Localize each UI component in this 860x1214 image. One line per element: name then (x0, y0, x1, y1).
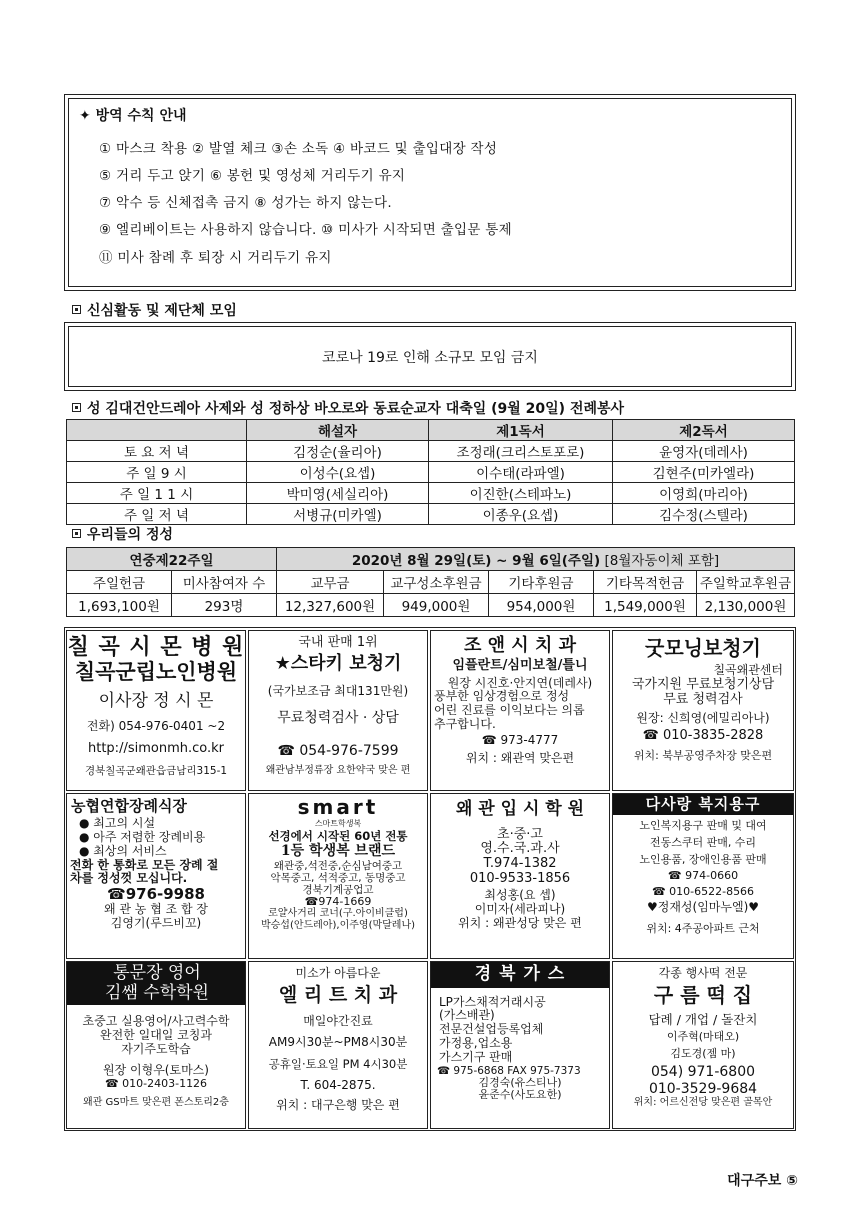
ad-text: 스마트학생복 (314, 819, 362, 828)
ad-text: ☎ 974-0660 (667, 869, 739, 883)
table-header-cell (67, 420, 247, 441)
ad-text: 공휴일·토요일 PM 4시30분 (268, 1057, 408, 1072)
ad-smart-uniform (248, 793, 428, 959)
ad-text: 차를 정성껏 모십니다. (70, 871, 188, 886)
table-row (67, 594, 795, 617)
table-cell: 주 일 1 1 시 (67, 483, 247, 504)
ad-text: 김도경(젬 마) (670, 1046, 736, 1060)
ad-dasarang-welfare (612, 793, 794, 959)
ad-text: 위치: 북부공영주차장 맞은편 (633, 749, 773, 763)
table-row (67, 504, 795, 525)
groups-heading: 신심활동 및 제단체 모임 (72, 300, 237, 320)
ad-title: 통문장 영어 (113, 963, 201, 983)
covid-rule-line: ⑨ 엘리베이트는 사용하지 않습니다. ⑩ 미사가 시작되면 출입문 통제 (99, 222, 512, 238)
offering-heading: 우리들의 정성 (72, 524, 173, 544)
table-cell: 이영희(마리아) (613, 483, 795, 504)
table-row (67, 462, 795, 483)
ad-text: 추구합니다. (434, 717, 496, 732)
ad-text: 전문건설업등록업체 (439, 1022, 544, 1037)
ad-text: (가스배관) (439, 1008, 495, 1023)
table-cell: 1,549,000원 (594, 594, 697, 617)
ad-goodmorning-hearing (612, 630, 794, 791)
ad-text: 이사장 정 시 몬 (98, 691, 214, 712)
ad-text: 완전한 일대일 코칭과 (100, 1027, 212, 1042)
ad-text: 김경숙(유스티나) (478, 1075, 562, 1089)
groups-notice-text: 코로나 19로 인해 소규모 모임 금지 (322, 350, 538, 366)
ad-text: 국내 판매 1위 (298, 635, 378, 650)
ad-text: 로얄사거리 코너(구.아이비클럽) (268, 908, 408, 920)
ad-text: ☎ 054-976-7599 (277, 742, 399, 759)
ad-text: 악목중고, 석적중고, 동명중고 (270, 871, 406, 884)
ad-starkey-hearing (248, 630, 428, 791)
table-header-row (67, 548, 795, 571)
ad-waegwan-academy (430, 793, 610, 959)
ad-text: ● 최고의 시설 (79, 816, 156, 831)
table-header-cell: 주일학교후원금 (697, 571, 795, 594)
table-cell: 2,130,000원 (697, 594, 795, 617)
ad-text: 노인용품, 장애인용품 판매 (639, 852, 767, 866)
ad-text: 초·중·고 (497, 826, 543, 842)
ad-text: 영.수.국.과.사 (480, 841, 560, 857)
ad-text: 원장: 신희영(에밀리아나) (636, 710, 770, 725)
ad-kimssam-academy (66, 961, 246, 1129)
offering-week-cell: 연중제22주일 (67, 548, 277, 571)
ad-text: 답례 / 개업 / 돌잔치 (648, 1011, 758, 1027)
ad-text: 자기주도학습 (121, 1041, 191, 1056)
ad-text: 경북칠곡군왜관읍금남리315-1 (84, 764, 228, 777)
table-cell: 이진한(스테파노) (429, 483, 613, 504)
table-cell: 949,000원 (384, 594, 489, 617)
square-bullet-icon (72, 403, 81, 412)
ad-text: 무료 청력검사 (663, 691, 743, 707)
table-cell: 조정래(크리스토포로) (429, 441, 613, 462)
ad-text: 각종 행사떡 전문 (658, 966, 748, 980)
ad-text: 가스기구 판매 (439, 1049, 513, 1064)
ad-text: http://simonmh.co.kr (88, 740, 224, 756)
ad-gureum-rice-cake (612, 961, 794, 1129)
square-bullet-icon (72, 305, 81, 314)
ad-text: T.974-1382 (483, 856, 557, 872)
ad-text: 010-9533-1856 (469, 871, 571, 887)
ad-simon-hospital (66, 630, 246, 791)
ad-text: 위치: 4주공아파트 근처 (646, 922, 760, 936)
ad-text: 선경에서 시작된 60년 전통 (268, 829, 408, 844)
table-header-cell: 주일헌금 (67, 571, 172, 594)
ad-text: 위치 : 대구은행 맞은 편 (276, 1098, 400, 1113)
ad-text: ☎ 010-3835-2828 (642, 728, 764, 744)
ad-text: 노인복지용구 판매 및 대여 (639, 819, 767, 833)
ad-text: 054) 971-6800 (650, 1064, 756, 1081)
table-row (67, 483, 795, 504)
ad-text: 경북기계공업고 (302, 883, 374, 896)
ad-text: ☎ 010-6522-8566 (651, 884, 755, 898)
covid-notice-box (64, 94, 796, 291)
ad-title: 엘 리 트 치 과 (278, 983, 398, 1006)
ad-text: ♥정재성(임마누엘)♥ (646, 900, 760, 915)
ad-text: LP가스채적거래시공 (439, 994, 546, 1009)
covid-notice-title: ✦ 방역 수칙 안내 (79, 108, 187, 124)
ad-subtitle: 칠곡군립노인병원 (74, 659, 238, 685)
ad-text: ☎ 973-4777 (481, 732, 559, 747)
ad-nonghyup-funeral (66, 793, 246, 959)
ad-phone: ☎976-9988 (107, 885, 205, 904)
ad-text: (국가보조금 최대131만원) (267, 683, 409, 698)
ad-text: 이미자(세라피나) (474, 902, 566, 917)
table-header-cell: 미사참여자 수 (172, 571, 277, 594)
ad-gyeongbuk-gas (430, 961, 610, 1129)
ad-text: 윤준수(사도요한) (478, 1088, 562, 1102)
ad-text: 매일야간진료 (303, 1013, 373, 1028)
table-header-cell: 교구성소후원금 (384, 571, 489, 594)
ad-text: ☎ 010-2403-1126 (104, 1077, 208, 1091)
ad-text: 원장 시진호·안지연(데레사) (447, 675, 593, 690)
ad-text: 이주혁(마태오) (666, 1030, 740, 1044)
ad-text: 가정용,업소용 (439, 1035, 513, 1050)
ad-title: 김쌤 수학학원 (105, 982, 209, 1003)
table-row (67, 441, 795, 462)
service-heading: 성 김대건안드레아 사제와 성 정하상 바오로와 동료순교자 대축일 (9월 20일) 전례봉사 (72, 398, 624, 418)
ad-text: 어린 진료를 이익보다는 의롭 (434, 703, 585, 718)
ad-text: 김영기(루드비꼬) (110, 916, 202, 931)
table-header-cell: 해설자 (247, 420, 429, 441)
ad-title: 다사랑 복지용구 (613, 794, 793, 815)
table-cell: 954,000원 (489, 594, 594, 617)
ad-text: ● 최상의 서비스 (79, 843, 167, 858)
covid-rule-line: ⑦ 악수 등 신체접촉 금지 ⑧ 성가는 하지 않는다. (99, 195, 392, 211)
ad-title-banner (67, 962, 246, 1005)
covid-rule-line: ⑪ 미사 참례 후 퇴장 시 거리두기 유지 (99, 250, 332, 266)
table-cell: 김수정(스텔라) (613, 504, 795, 525)
square-bullet-icon (72, 529, 81, 538)
ad-text: 미소가 아름다운 (295, 966, 381, 980)
table-header-row (67, 420, 795, 441)
table-cell: 1,693,100원 (67, 594, 172, 617)
table-cell: 이종우(요셉) (429, 504, 613, 525)
ad-text: 최성홍(요 셉) (484, 888, 556, 903)
ad-title: 조 앤 시 치 과 (463, 635, 576, 656)
table-cell: 주 일 저 녁 (67, 504, 247, 525)
ad-text: 010-3529-9684 (648, 1080, 758, 1097)
ad-text: 위치: 어르신전당 맞은편 골목안 (633, 1096, 773, 1108)
ad-text: 전화) 054-976-0401 ~2 (86, 718, 226, 733)
ad-text: AM9시30분~PM8시30분 (268, 1035, 408, 1050)
table-cell: 이수태(라파엘) (429, 462, 613, 483)
ad-text: T. 604-2875. (300, 1078, 376, 1093)
ad-elite-dental (248, 961, 428, 1129)
ad-text: ☎ 975-6868 FAX 975-7373 (437, 1064, 581, 1077)
table-cell: 12,327,600원 (277, 594, 384, 617)
table-header-cell: 교무금 (277, 571, 384, 594)
table-cell: 토 요 저 녁 (67, 441, 247, 462)
ad-text: 국가지원 무료보청기상담 (631, 676, 775, 692)
ad-title: 구 름 떡 집 (653, 982, 753, 1007)
table-cell: 윤영자(데레사) (613, 441, 795, 462)
table-header-cell: 제2독서 (613, 420, 795, 441)
ad-text: 임플란트/심미보철/틀니 (452, 657, 588, 673)
ad-text: 위치 : 왜관역 맞은편 (465, 750, 575, 765)
table-cell: 김현주(미카엘라) (613, 462, 795, 483)
covid-rule-line: ① 마스크 착용 ② 발열 체크 ③손 소독 ④ 바코드 및 출입대장 작성 (99, 141, 498, 157)
ad-text: 위치 : 왜관성당 맞은 편 (458, 915, 582, 930)
ad-text: 칠곡왜관센터 (713, 663, 783, 677)
ad-logo-text: smart (297, 795, 379, 819)
ad-text: 풍부한 임상경험으로 정성 (434, 689, 570, 704)
covid-rule-line: ⑤ 거리 두고 앉기 ⑥ 봉헌 및 영성체 거리두기 유지 (99, 168, 406, 184)
ad-title: 왜 관 입 시 학 원 (455, 799, 585, 819)
ad-text: 1등 학생복 브랜드 (280, 843, 396, 860)
ad-text: 박승섭(안드레아),이주영(막달레나) (260, 919, 416, 931)
table-cell: 김정순(율리아) (247, 441, 429, 462)
ad-title: 농협연합장례식장 (71, 797, 187, 815)
ad-text: 왜 관 농 협 조 합 장 (103, 902, 209, 917)
table-cell: 주 일 9 시 (67, 462, 247, 483)
ad-text: 왜관남부정류장 요한약국 맞은 편 (265, 764, 411, 776)
ad-title: 칠 곡 시 몬 병 원 (67, 634, 245, 660)
ad-text: ☎974-1669 (304, 894, 372, 908)
service-table (66, 419, 795, 525)
ad-text: ● 아주 저렴한 장례비용 (79, 830, 206, 845)
ad-text: 왜관중,석전중,순심남여중고 (273, 859, 403, 872)
ad-text: 전동스쿠터 판매, 수리 (649, 835, 757, 849)
offering-table (66, 547, 795, 617)
table-cell: 서병규(미카엘) (247, 504, 429, 525)
ad-title: ★스타키 보청기 (274, 652, 402, 674)
ad-title: 굿모닝보청기 (645, 636, 761, 660)
table-cell: 293명 (172, 594, 277, 617)
offering-period-cell: 2020년 8월 29일(토) ~ 9월 6일(주일) [8월자동이체 포함] (277, 548, 795, 571)
ad-joan-dental (430, 630, 610, 791)
ad-text: 초중고 실용영어/사고력수학 (82, 1014, 230, 1029)
ad-text: 왜관 GS마트 맞은편 폰스토리2층 (83, 1096, 229, 1108)
ad-title: 경 북 가 스 (431, 962, 609, 988)
table-header-row (67, 571, 795, 594)
table-header-cell: 제1독서 (429, 420, 613, 441)
ad-text: 전화 한 통화로 모든 장례 절 (70, 857, 219, 872)
ad-text: 원장 이형우(토마스) (103, 1063, 209, 1078)
table-header-cell: 기타목적헌금 (594, 571, 697, 594)
page-footer: 대구주보 ⑤ (727, 1173, 798, 1189)
ad-text: 무료청력검사 · 상담 (277, 710, 399, 727)
table-cell: 박미영(세실리아) (247, 483, 429, 504)
table-cell: 이성수(요셉) (247, 462, 429, 483)
groups-notice-box (64, 322, 796, 391)
table-header-cell: 기타후원금 (489, 571, 594, 594)
